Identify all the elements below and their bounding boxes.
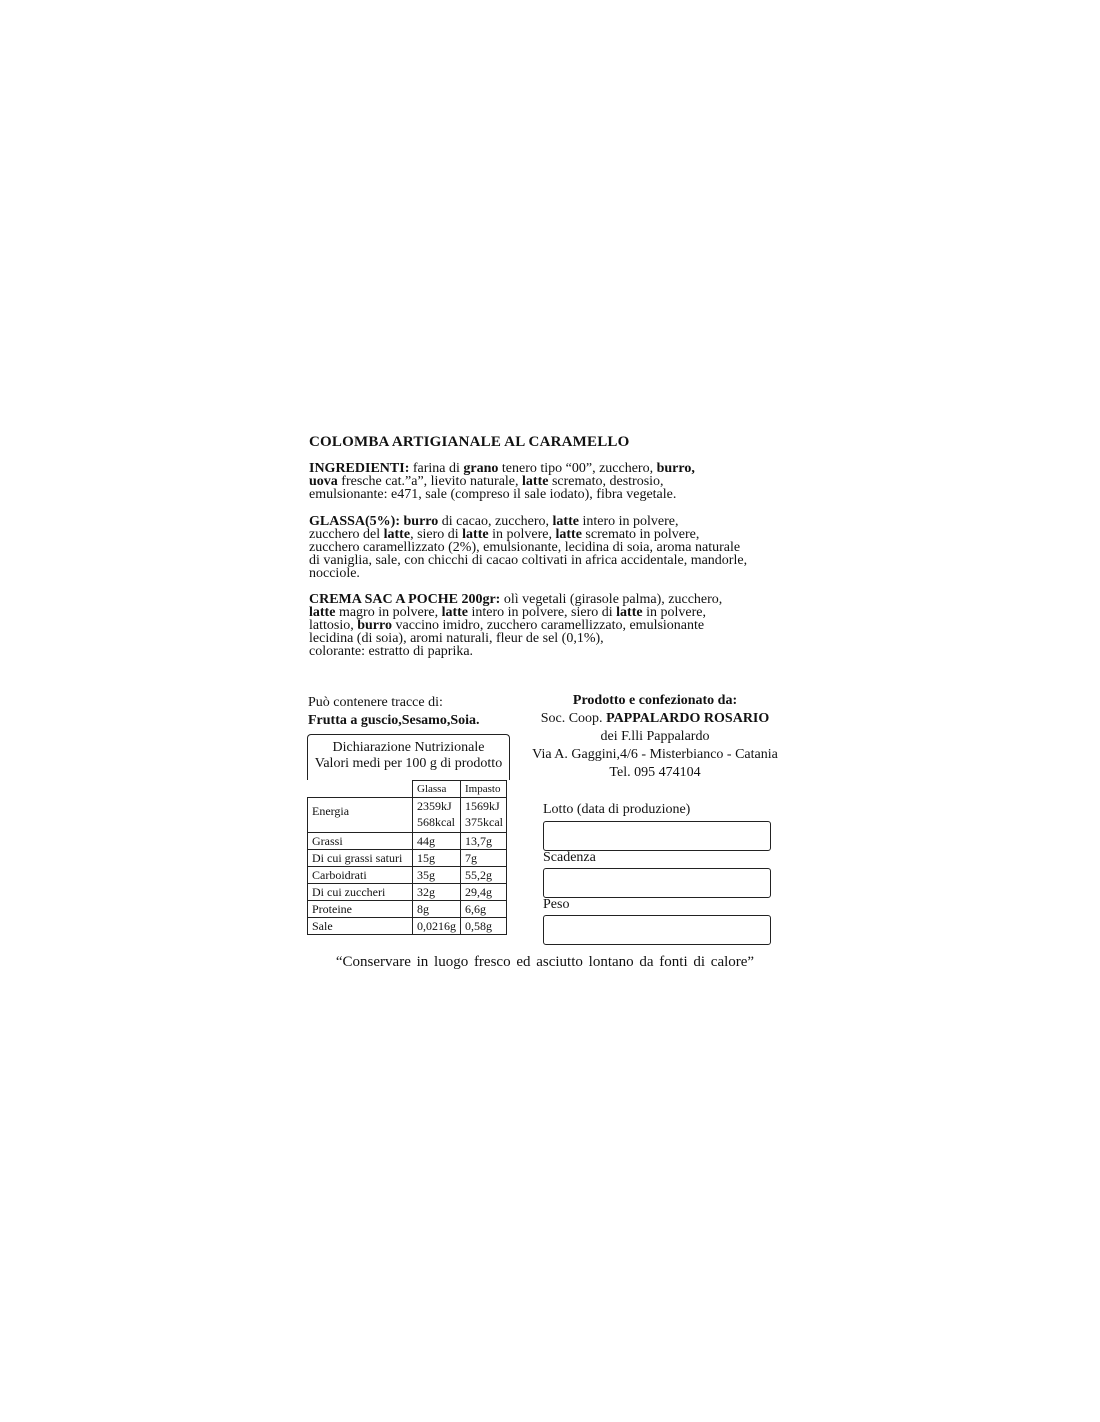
text: in polvere, — [488, 527, 556, 542]
text: zucchero del — [309, 527, 384, 542]
company-prefix: Soc. Coop. — [540, 711, 607, 726]
nutrition-title: Dichiarazione Nutrizionale — [332, 740, 485, 755]
allergen: latte — [309, 605, 336, 620]
company-name: PAPPALARDO ROSARIO — [606, 711, 770, 726]
allergen: latte — [522, 474, 549, 489]
text: colorante: estratto di paprika. — [309, 644, 474, 659]
text: , siero di — [410, 527, 463, 542]
nutrition-subtitle: Valori medi per 100 g di prodotto — [314, 756, 503, 771]
text: intero in polvere, siero di — [468, 605, 617, 620]
glassa-paragraph — [309, 515, 779, 580]
cell-glassa — [413, 798, 461, 833]
allergen: latte — [555, 527, 582, 542]
nutrition-heading — [307, 734, 510, 780]
cell-glassa: 15g — [413, 850, 461, 867]
nutrition-values — [307, 780, 507, 935]
producer-company — [525, 710, 785, 728]
allergen: latte — [462, 527, 489, 542]
text: lattosio, — [309, 618, 358, 633]
peso-field — [543, 915, 771, 945]
cell-glassa: 32g — [413, 884, 461, 901]
row-name: Carboidrati — [308, 867, 413, 884]
text: intero in polvere, — [578, 514, 679, 529]
text: emulsionante: e471, sale (compreso il sale iodato), fibra vegetale. — [309, 487, 677, 502]
cell-impasto: 29,4g — [461, 884, 507, 901]
crema-paragraph — [309, 593, 779, 658]
cell-impasto: 6,6g — [461, 901, 507, 918]
header-empty — [308, 781, 413, 798]
cell-glassa: 0,0216g — [413, 918, 461, 935]
table-row — [308, 798, 507, 833]
allergen: uova — [309, 474, 338, 489]
text: magro in polvere, — [335, 605, 442, 620]
table-header-row — [308, 781, 507, 798]
text: di cacao, zucchero, — [438, 514, 553, 529]
table-row — [308, 850, 507, 867]
text: zucchero caramellizzato (2%), emulsionante, lecidina di soia, aroma naturale — [309, 540, 741, 555]
text: in polvere, — [642, 605, 706, 620]
text: nocciole. — [309, 566, 360, 581]
allergen: latte — [441, 605, 469, 620]
text: farina di — [409, 461, 464, 476]
allergen: burro — [400, 514, 439, 529]
row-name: Energia — [308, 798, 413, 833]
text: olì vegetali (girasole palma), zucchero, — [500, 592, 723, 607]
row-name: Di cui zuccheri — [308, 884, 413, 901]
allergen: grano — [463, 461, 499, 476]
allergen: latte — [552, 514, 579, 529]
cell-impasto: 7g — [461, 850, 507, 867]
row-name: Di cui grassi saturi — [308, 850, 413, 867]
producer-subname: dei F.lli Pappalardo — [600, 729, 710, 744]
lotto-label: Lotto (data di produzione) — [543, 802, 691, 817]
row-name: Sale — [308, 918, 413, 935]
energy-kcal: 375kcal — [465, 815, 503, 829]
ingredients-paragraph — [309, 462, 779, 501]
energy-kj: 2359kJ — [417, 799, 452, 813]
producer-intro: Prodotto e confezionato da: — [572, 693, 738, 708]
peso-label: Peso — [543, 897, 570, 912]
scadenza-label: Scadenza — [543, 850, 596, 865]
table-row — [308, 833, 507, 850]
text: lecidina (di soia), aromi naturali, fleur de sel (0,1%), — [309, 631, 604, 646]
lotto-field — [543, 821, 771, 851]
cell-glassa: 44g — [413, 833, 461, 850]
allergen: latte — [616, 605, 643, 620]
text: scremato in polvere, — [581, 527, 700, 542]
col-header-glassa: Glassa — [413, 781, 461, 798]
text: scremato, destrosio, — [548, 474, 664, 489]
traces-list: Frutta a guscio,Sesamo,Soia. — [308, 713, 480, 728]
scadenza-field — [543, 868, 771, 898]
producer-info — [525, 692, 785, 782]
text: tenero tipo “00”, zucchero, — [498, 461, 657, 476]
product-title: COLOMBA ARTIGIANALE AL CARAMELLO — [309, 434, 630, 450]
nutrition-table — [307, 734, 512, 944]
energy-kj: 1569kJ — [465, 799, 500, 813]
cell-impasto — [461, 798, 507, 833]
cell-impasto: 13,7g — [461, 833, 507, 850]
cell-impasto: 0,58g — [461, 918, 507, 935]
text: di vaniglia, sale, con chicchi di cacao coltivati in africa accidentale, mandorle, — [309, 553, 748, 568]
allergen-traces — [308, 694, 480, 730]
allergen: burro — [357, 618, 392, 633]
text: fresche cat.”a”, lievito naturale, — [337, 474, 523, 489]
ingredients-label: INGREDIENTI: — [309, 461, 410, 476]
energy-kcal: 568kcal — [417, 815, 455, 829]
row-name: Proteine — [308, 901, 413, 918]
producer-phone: Tel. 095 474104 — [609, 765, 701, 780]
table-row — [308, 918, 507, 935]
allergen: burro, — [656, 461, 695, 476]
storage-instructions: “Conservare in luogo fresco ed asciutto lontano da fonti di calore” — [335, 954, 755, 970]
table-row — [308, 867, 507, 884]
table-row — [308, 901, 507, 918]
producer-address: Via A. Gaggini,4/6 - Misterbianco - Catania — [532, 747, 778, 762]
cell-impasto: 55,2g — [461, 867, 507, 884]
crema-label: CREMA SAC A POCHE 200gr: — [309, 592, 501, 607]
traces-intro: Può contenere tracce di: — [308, 695, 443, 710]
row-name: Grassi — [308, 833, 413, 850]
col-header-impasto: Impasto — [461, 781, 507, 798]
text: vaccino imidro, zucchero caramellizzato, emulsionante — [391, 618, 705, 633]
glassa-label: GLASSA(5%): — [309, 514, 401, 529]
cell-glassa: 35g — [413, 867, 461, 884]
cell-glassa: 8g — [413, 901, 461, 918]
table-row — [308, 884, 507, 901]
allergen: latte — [383, 527, 411, 542]
